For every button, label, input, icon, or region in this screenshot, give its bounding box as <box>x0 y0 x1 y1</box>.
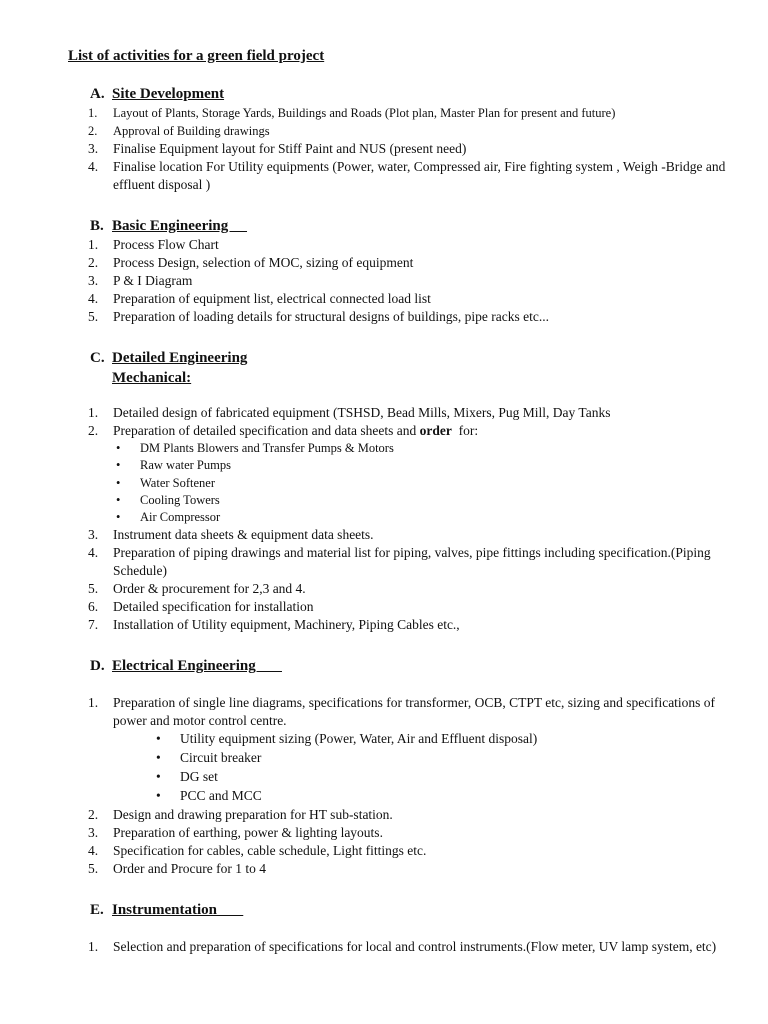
item-text: Process Flow Chart <box>113 237 219 252</box>
item-number: 1. <box>88 695 99 711</box>
bullet-item <box>68 492 728 509</box>
bullet-text: Utility equipment sizing (Power, Water, Air and Effluent disposal) <box>180 731 538 747</box>
item-number: 2. <box>88 124 98 138</box>
bullet-item <box>68 787 728 806</box>
bullet-icon: • <box>116 441 121 455</box>
item-text: Preparation of single line diagrams, specifications for transformer, OCB, CTPT etc, sizing and specifications of power and motor control centre. <box>113 695 716 729</box>
bullet-text: PCC and MCC <box>180 787 262 803</box>
list-item <box>68 526 728 544</box>
list-item <box>68 824 728 842</box>
list-item <box>68 158 728 194</box>
list-item <box>68 122 728 140</box>
item-text: Finalise Equipment layout for Stiff Paint and NUS (present need) <box>113 141 467 156</box>
item-text: Selection and preparation of specifications for local and control instruments.(Flow meter, UV lamp system, etc) <box>113 938 717 954</box>
section-letter: E. <box>90 901 104 918</box>
bullet-item <box>68 749 728 768</box>
section-d-list-continued <box>68 806 728 878</box>
item-text: Preparation of earthing, power & lighting layouts. <box>113 824 383 840</box>
item-number: 1. <box>88 405 99 420</box>
bullet-item <box>68 768 728 787</box>
bullet-icon: • <box>116 492 121 507</box>
list-item <box>68 580 728 598</box>
item-text-tail: for: <box>451 423 479 438</box>
bullet-text: Raw water Pumps <box>140 458 231 473</box>
section-c-subtitle: Mechanical: <box>112 370 192 386</box>
item-number: 1. <box>88 106 98 120</box>
section-c-heading <box>90 348 728 368</box>
list-item <box>68 290 728 308</box>
document-title: List of activities for a green field project <box>68 48 325 64</box>
bullet-item <box>68 475 728 492</box>
section-d-bullets <box>68 730 728 805</box>
bullet-text: DG set <box>180 769 218 785</box>
section-b-heading <box>90 216 728 236</box>
item-number: 4. <box>88 159 99 174</box>
item-text: Specification for cables, cable schedule, Light fittings etc. <box>113 842 427 858</box>
item-text: Preparation of loading details for structural designs of buildings, pipe racks etc... <box>113 309 550 324</box>
list-item <box>68 104 728 122</box>
bullet-text: Air Compressor <box>140 510 221 525</box>
section-title: Instrumentation <box>112 901 244 918</box>
bullet-icon: • <box>116 475 121 490</box>
list-item <box>68 806 728 824</box>
item-text: Layout of Plants, Storage Yards, Buildings and Roads (Plot plan, Master Plan for present and future) <box>113 106 616 120</box>
section-letter: C. <box>90 350 105 366</box>
item-text: P & I Diagram <box>113 273 193 288</box>
item-text: Detailed specification for installation <box>113 599 314 615</box>
list-item <box>68 236 728 254</box>
item-number: 4. <box>88 545 99 561</box>
section-c-list <box>68 404 728 440</box>
item-text: Detailed design of fabricated equipment (TSHSD, Bead Mills, Mixers, Pug Mill, Day Tanks <box>113 405 611 420</box>
section-b-list <box>68 236 728 326</box>
bullet-text: DM Plants Blowers and Transfer Pumps & Motors <box>140 441 394 455</box>
section-a-list <box>68 104 728 194</box>
list-item <box>68 938 728 956</box>
list-item <box>68 842 728 860</box>
item-text: Approval of Building drawings <box>113 124 270 138</box>
list-item <box>68 598 728 616</box>
item-number: 1. <box>88 237 99 252</box>
item-number: 5. <box>88 309 99 324</box>
item-text: Order and Procure for 1 to 4 <box>113 860 266 876</box>
item-number: 1. <box>88 938 99 954</box>
item-text: Design and drawing preparation for HT sub-station. <box>113 806 393 822</box>
section-e-heading <box>90 900 728 920</box>
section-title: Detailed Engineering <box>112 350 248 366</box>
item-text: Process Design, selection of MOC, sizing of equipment <box>113 255 414 270</box>
item-number: 3. <box>88 273 99 288</box>
bullet-item <box>68 509 728 526</box>
item-number: 3. <box>88 824 99 840</box>
list-item <box>68 140 728 158</box>
list-item <box>68 616 728 634</box>
item-number: 4. <box>88 842 99 858</box>
section-title: Basic Engineering <box>112 218 248 234</box>
bullet-item <box>68 440 728 457</box>
item-text: Preparation of equipment list, electrical connected load list <box>113 291 431 306</box>
bullet-icon: • <box>116 458 121 473</box>
section-letter: B. <box>90 218 104 234</box>
bullet-text: Water Softener <box>140 475 215 490</box>
section-letter: A. <box>90 86 105 102</box>
bullet-text: Cooling Towers <box>140 492 220 507</box>
section-d-heading <box>90 656 728 676</box>
section-e-list <box>68 938 728 956</box>
section-a-heading <box>90 84 728 104</box>
item-number: 2. <box>88 806 99 822</box>
bullet-icon: • <box>156 787 161 803</box>
item-text-bold: order <box>419 423 452 438</box>
list-item <box>68 272 728 290</box>
list-item <box>68 404 728 422</box>
bullet-icon: • <box>116 510 121 525</box>
item-number: 7. <box>88 617 99 633</box>
item-text: Order & procurement for 2,3 and 4. <box>113 581 306 597</box>
item-number: 6. <box>88 599 99 615</box>
item-number: 5. <box>88 860 99 876</box>
item-number: 5. <box>88 581 99 597</box>
item-number: 2. <box>88 255 99 270</box>
item-text: Finalise location For Utility equipments (Power, water, Compressed air, Fire fighting system , Weigh -Bridge and effluent disposal ) <box>113 159 726 192</box>
item-text: Installation of Utility equipment, Machinery, Piping Cables etc., <box>113 617 460 633</box>
item-text-main: Preparation of detailed specification and data sheets and <box>113 423 420 438</box>
item-text: Preparation of piping drawings and material list for piping, valves, pipe fittings including specification.(Piping Schedule) <box>113 545 711 579</box>
list-item <box>68 860 728 878</box>
item-text <box>113 422 728 440</box>
section-title: Electrical Engineering <box>112 658 282 675</box>
bullet-text: Circuit breaker <box>180 750 262 766</box>
bullet-icon: • <box>156 750 161 766</box>
item-number: 3. <box>88 141 99 156</box>
section-title: Site Development <box>112 86 225 102</box>
section-d-list <box>68 694 728 730</box>
bullet-icon: • <box>156 731 161 747</box>
bullet-icon: • <box>156 769 161 785</box>
item-number: 2. <box>88 423 99 438</box>
list-item <box>68 694 728 730</box>
item-text: Instrument data sheets & equipment data sheets. <box>113 527 374 543</box>
section-letter: D. <box>90 658 105 675</box>
section-c-list-continued <box>68 526 728 634</box>
section-c-bullets <box>68 440 728 526</box>
bullet-item <box>68 730 728 749</box>
item-number: 3. <box>88 527 99 543</box>
bullet-item <box>68 457 728 474</box>
list-item <box>68 544 728 580</box>
item-number: 4. <box>88 291 99 306</box>
list-item <box>68 308 728 326</box>
list-item <box>68 422 728 440</box>
list-item <box>68 254 728 272</box>
